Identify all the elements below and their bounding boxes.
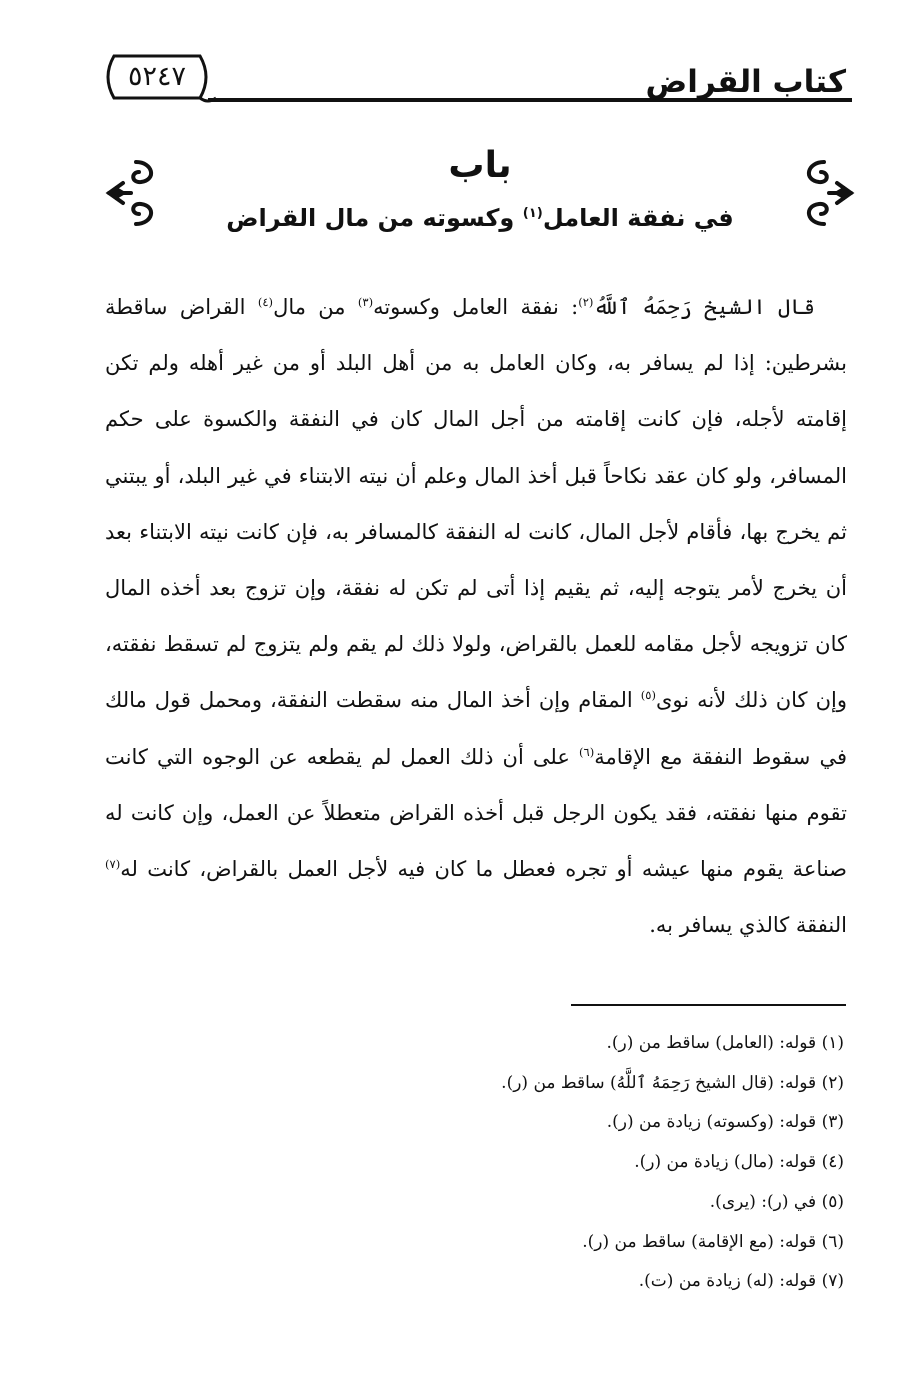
footnote-ref-2[interactable]: (٢) — [578, 295, 594, 309]
body-text-part-5: المقام وإن أخذ المال منه سقطت النفقة، ومحمل قول مالك في سقوط النفقة مع الإقامة — [105, 688, 847, 769]
book-title: كتاب القراض — [645, 64, 846, 100]
footnote-ref-7[interactable]: (٧) — [105, 857, 121, 872]
body-text-part-2: : نفقة العامل وكسوته — [373, 295, 579, 319]
footnote-ref-3[interactable]: (٣) — [357, 295, 374, 309]
chapter-heading — [105, 140, 855, 250]
footnote-item: (٦) قوله: (مع الإقامة) ساقط من (ر). — [582, 1231, 844, 1252]
footnote-item: (٧) قوله: (له) زيادة من (ت). — [638, 1271, 844, 1292]
body-text-part-7: النفقة كالذي يسافر به. — [649, 913, 847, 938]
footnote-ref-5[interactable]: (٥) — [640, 688, 656, 703]
footnote-separator — [571, 1004, 846, 1006]
body-text-part-3: من مال — [273, 295, 358, 319]
chapter-title — [175, 200, 785, 236]
footnote-item: (٥) في (ر): (يرى). — [709, 1191, 844, 1212]
chapter-title-end: وكسوته من مال القراض — [226, 204, 523, 232]
body-paragraph — [105, 279, 847, 953]
running-header — [100, 38, 852, 108]
footnote-ref-1[interactable]: (١) — [522, 206, 543, 221]
chapter-word: باب — [448, 145, 512, 186]
chapter-title-start: في نفقة العامل — [542, 204, 734, 232]
page-number: ٥٢٤٧ — [127, 61, 186, 92]
footnote-item: (٤) قوله: (مال) زيادة من (ر). — [634, 1152, 844, 1173]
body-text-part-6: على أن ذلك العمل لم يقطعه عن الوجوه التي كانت تقوم منها نفقته، فقد يكون الرجل قبل أخذه القراض متعطلاً عن العمل، وإن كانت له صناعة يقوم منها عيشه أو تجره فعطل ما كان فيه لأجل العمل بالقراض، كانت له — [105, 744, 847, 882]
footnote-item: (٢) قوله: (قال الشيخ رَحِمَهُ ٱللَّهُ) ساقط من (ر). — [501, 1072, 844, 1093]
footnote-ref-4[interactable]: (٤) — [257, 295, 274, 309]
footnote-item: (٣) قوله: (وكسوته) زيادة من (ر). — [606, 1112, 844, 1133]
footnotes-list — [344, 1024, 844, 1302]
body-text-part-4: القراض ساقطة بشرطين: إذا لم يسافر به، وكان العامل به من أهل البلد أو من غير أهله ولم تكن إقامته لأجله، فإن كانت إقامته من أجل المال كان في النفقة والكسوة على حكم المسافر، ولو كان عقد نكاحاً قبل أخذ المال وعلم أن نيته الابتناء في غير البلد، أو يبتني ثم يخرج بها، فأقام لأجل المال، كانت له النفقة كالمسافر به، فإن كانت نيته الابتناء بعد أن يخرج لأمر يتوجه إليه، ثم يقيم إذا أتى لم تكن له نفقة، وإن تزوج بعد أخذه المال كان تزويجه لأجل مقامه للعمل بالقراض، ولولا ذلك لم يقم ولم يتزوج لم تسقط نفقته، وإن كان ذلك لأنه نوى — [105, 295, 847, 713]
page-number-frame — [100, 50, 216, 104]
footnote-item: (١) قوله: (العامل) ساقط من (ر). — [606, 1033, 844, 1053]
footnote-ref-6[interactable]: (٦) — [579, 744, 595, 759]
body-text-part-1: قال الشيخ رَحِمَهُ ٱللَّهُ — [593, 295, 815, 319]
